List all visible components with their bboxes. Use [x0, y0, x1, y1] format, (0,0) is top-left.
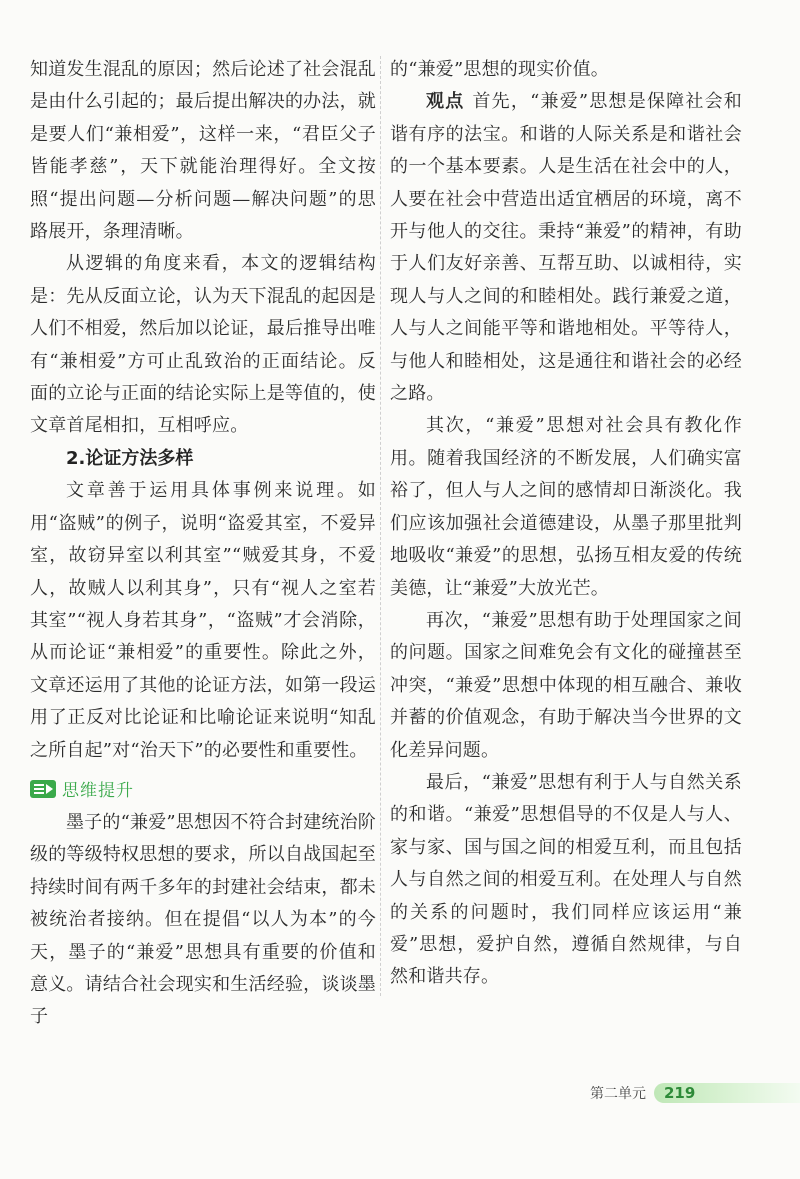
page-footer [590, 1080, 800, 1106]
paragraph-text: 首先，“兼爱”思想是保障社会和谐有序的法宝。和谐的人际关系是和谐社会的一个基本要素。人是生活在社会中的人，人要在社会中营造出适宜栖居的环境，离不开与他人的交往。秉持“兼爱”的精神，有助于人们友好亲善、互帮互助、以诚相待，实现人与人之间的和睦相处。践行兼爱之道，人与人之间能平等和谐地相处。平等待人，与他人和睦相处，这是通往和谐社会的必经之路。 [390, 91, 743, 405]
paragraph: 其次，“兼爱”思想对社会具有教化作用。随着我国经济的不断发展，人们确实富裕了，但人与人之间的感情却日渐淡化。我们应该加强社会道德建设，从墨子那里批判地吸收“兼爱”的思想，弘扬互相友爱的传统美德，让“兼爱”大放光芒。 [390, 415, 742, 599]
paragraph: 再次，“兼爱”思想有助于处理国家之间的问题。国家之间难免会有文化的碰撞甚至冲突，“兼爱”思想中体现的相互融合、兼收并蓄的价值观念，有助于解决当今世界的文化差异问题。 [390, 609, 742, 761]
left-column [30, 54, 376, 1034]
page-number: 219 [664, 1084, 696, 1102]
paragraph: 墨子的“兼爱”思想因不符合封建统治阶级的等级特权思想的要求，所以自战国起至持续时间有两千多年的封建社会结束，都未被统治者接纳。但在提倡“以人为本”的今天，墨子的“兼爱”思想具有重要的价值和意义。请结合社会现实和生活经验，谈谈墨子 [30, 811, 377, 1028]
subheading: 2.论证方法多样 [66, 447, 194, 469]
paragraph: 最后，“兼爱”思想有利于人与自然关系的和谐。“兼爱”思想倡导的不仅是人与人、家与家、国与国之间的相爱互利，而且包括人与自然之间的相爱互利。在处理人与自然的关系的问题时，我们同样应该运用“兼爱”思想，爱护自然，遵循自然规律，与自然和谐共存。 [390, 771, 742, 988]
list-arrow-icon [30, 780, 56, 798]
unit-label: 第二单元 [590, 1086, 646, 1102]
paragraph: 文章善于运用具体事例来说理。如用“盗贼”的例子，说明“盗爱其室，不爱异室，故窃异室以利其室”“贼爱其身，不爱人，故贼人以利其身”，只有“视人之室若其室”“视人身若其身”，“盗贼”才会消除，从而论证“兼相爱”的重要性。除此之外，文章还运用了其他的论证方法，如第一段运用了正反对比论证和比喻论证来说明“知乱之所自起”对“治天下”的必要性和重要性。 [30, 480, 376, 761]
section-title-text: 思维提升 [62, 781, 134, 802]
viewpoint-label: 观点 [426, 91, 465, 113]
paragraph [390, 86, 742, 410]
paragraph: 的“兼爱”思想的现实价值。 [390, 59, 610, 80]
page-number-bar [654, 1083, 800, 1103]
paragraph: 知道发生混乱的原因；然后论述了社会混乱是由什么引起的；最后提出解决的办法，就是要人们“兼相爱”，这样一来，“君臣父子皆能孝慈”，天下就能治理得好。全文按照“提出问题—分析问题—解决问题”的思路展开，条理清晰。 [30, 59, 376, 243]
right-column [390, 54, 742, 994]
paragraph: 从逻辑的角度来看，本文的逻辑结构是：先从反面立论，认为天下混乱的起因是人们不相爱，然后加以论证，最后推导出唯有“兼相爱”方可止乱致治的正面结论。反面的立论与正面的结论实际上是等值的，使文章首尾相扣，互相呼应。 [30, 253, 376, 437]
column-divider [380, 56, 381, 996]
section-title [30, 773, 376, 805]
